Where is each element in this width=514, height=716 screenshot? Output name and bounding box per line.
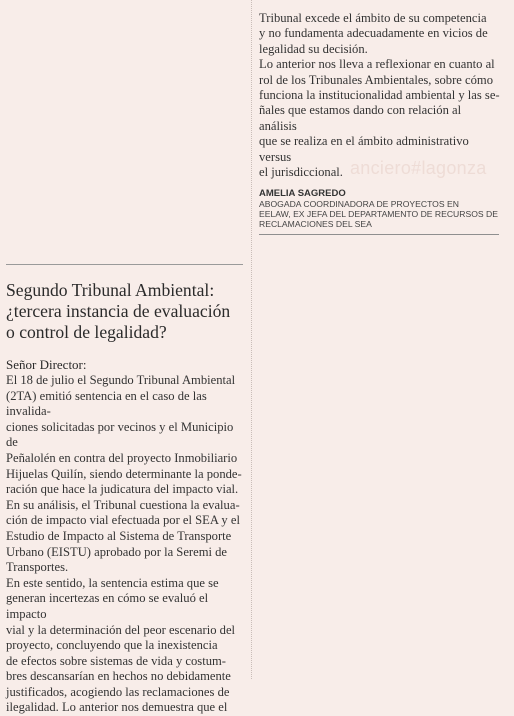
letter-headline bbox=[6, 280, 246, 343]
paragraph-line: ñales que estamos dando con relación al análisis bbox=[259, 103, 462, 133]
paragraph-line: funciona la institucionalidad ambiental y las se- bbox=[259, 88, 500, 103]
watermark: anciero#lagonza bbox=[350, 158, 487, 179]
body-line: ción de impacto vial efectuada por el SEA y el bbox=[6, 513, 240, 528]
body-line: En este sentido, la sentencia estima que se bbox=[6, 575, 219, 590]
signature-name: AMELIA SAGREDO bbox=[259, 188, 346, 200]
body-line: Estudio de Impacto al Sistema de Transporte bbox=[6, 528, 232, 543]
body-line: vial y la determinación del peor escenario del bbox=[6, 622, 236, 637]
body-line: Transportes. bbox=[6, 560, 69, 575]
paragraph-line: Tribunal excede el ámbito de su competencia bbox=[259, 11, 487, 25]
body-line: ración que hace la judicatura del impacto vial. bbox=[6, 482, 239, 497]
section-rule bbox=[6, 264, 243, 265]
paragraph-line: y no fundamenta adecuadamente en vicios de bbox=[259, 26, 488, 41]
signature-rule bbox=[259, 234, 499, 235]
letter bbox=[6, 280, 246, 716]
body-line: de efectos sobre sistemas de vida y costum- bbox=[6, 653, 226, 668]
headline-line: o control de legalidad? bbox=[6, 322, 167, 342]
body-line: proyecto, concluyendo que la inexistencia bbox=[6, 638, 218, 653]
signature-role-line: RECLAMACIONES DEL SEA bbox=[259, 219, 372, 230]
body-line: ilegalidad. Lo anterior nos demuestra que el bbox=[6, 700, 228, 715]
column-divider bbox=[251, 0, 252, 679]
body-line: En su análisis, el Tribunal cuestiona la evalua- bbox=[6, 497, 240, 512]
signature-role-line: EELAW, EX JEFA DEL DEPARTAMENTO DE RECURSOS DE bbox=[259, 209, 498, 220]
headline-line: Segundo Tribunal Ambiental: bbox=[6, 280, 215, 300]
salutation: Señor Director: bbox=[6, 357, 87, 372]
signature-role-line: ABOGADA COORDINADORA DE PROYECTOS EN bbox=[259, 199, 459, 210]
body-line: justificados, acogiendo las reclamaciones de bbox=[6, 684, 230, 699]
paragraph-line: legalidad su decisión. bbox=[259, 41, 368, 56]
paragraph-line: que se realiza en el ámbito administrativo versus bbox=[259, 134, 469, 164]
paragraph-line: rol de los Tribunales Ambientales, sobre cómo bbox=[259, 72, 494, 87]
body-line: ciones solicitadas por vecinos y el Municipio de bbox=[6, 419, 234, 450]
body-line: generan incertezas en cómo se evaluó el impacto bbox=[6, 591, 209, 621]
headline-line: ¿tercera instancia de evaluación bbox=[6, 301, 231, 321]
body-line: El 18 de julio el Segundo Tribunal Ambiental bbox=[6, 373, 236, 387]
body-line: (2TA) emitió sentencia en el caso de las invalida- bbox=[6, 388, 207, 419]
body-line: Urbano (EISTU) aprobado por la Seremi de bbox=[6, 544, 228, 559]
body-line: Peñalolén en contra del proyecto Inmobiliario bbox=[6, 450, 238, 465]
paragraph-line: Lo anterior nos lleva a reflexionar en cuanto al bbox=[259, 57, 495, 72]
body-line: Hijuelas Quilín, siendo determinante la ponde- bbox=[6, 466, 242, 481]
body-line: bres descansarían en hechos no debidamente bbox=[6, 669, 231, 684]
paragraph-line-with-watermark bbox=[259, 158, 502, 180]
letter-continuation bbox=[259, 11, 502, 235]
paragraph-line-text: el jurisdiccional. bbox=[259, 165, 343, 180]
